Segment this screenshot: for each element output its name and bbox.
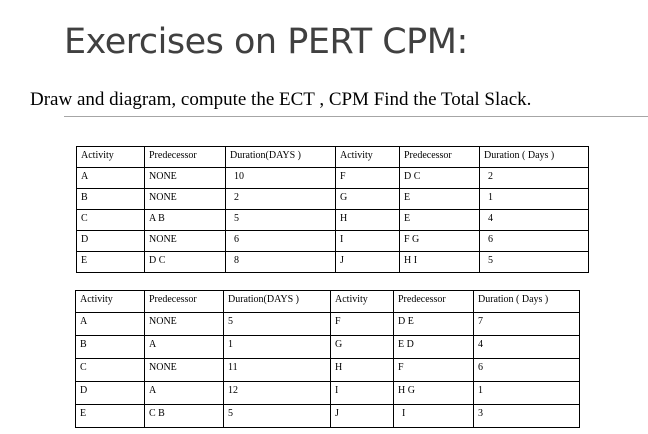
slide-title: Exercises on PERT CPM: <box>64 22 468 62</box>
cell: 7 <box>474 313 580 336</box>
cell: 5 <box>226 210 336 231</box>
cell: D C <box>400 168 480 189</box>
col-header-predecessor: Predecessor <box>145 291 224 313</box>
cell: 4 <box>480 210 589 231</box>
cell: 4 <box>474 336 580 359</box>
cell: 1 <box>224 336 331 359</box>
cell: 3 <box>474 405 580 428</box>
cell: D <box>76 382 145 405</box>
table-row <box>76 382 580 405</box>
cell: E <box>77 252 145 273</box>
table-row <box>76 336 580 359</box>
table-row <box>77 231 589 252</box>
cell: B <box>76 336 145 359</box>
cell: 5 <box>224 313 331 336</box>
cell: J <box>336 252 400 273</box>
cell: 6 <box>226 231 336 252</box>
cell: I <box>394 405 474 428</box>
cell: I <box>331 382 394 405</box>
cell: H I <box>400 252 480 273</box>
cell: C <box>76 359 145 382</box>
cell: 6 <box>474 359 580 382</box>
cell: 5 <box>224 405 331 428</box>
col-header-predecessor: Predecessor <box>394 291 474 313</box>
table-row <box>76 313 580 336</box>
slide-subtitle: Draw and diagram, compute the ECT , CPM Find the Total Slack. <box>30 89 532 110</box>
cell: F <box>394 359 474 382</box>
cell: 2 <box>480 168 589 189</box>
table-row <box>76 359 580 382</box>
cell: NONE <box>145 359 224 382</box>
cell: A <box>145 382 224 405</box>
cell: A <box>76 313 145 336</box>
cell: C <box>77 210 145 231</box>
col-header-activity: Activity <box>77 147 145 168</box>
activity-table-2 <box>75 290 580 428</box>
col-header-duration: Duration(DAYS ) <box>224 291 331 313</box>
cell: 8 <box>226 252 336 273</box>
cell: D <box>77 231 145 252</box>
col-header-predecessor: Predecessor <box>145 147 226 168</box>
cell: I <box>336 231 400 252</box>
table-header-row <box>76 291 580 313</box>
cell: 10 <box>226 168 336 189</box>
cell: G <box>331 336 394 359</box>
cell: 11 <box>224 359 331 382</box>
cell: H <box>336 210 400 231</box>
cell: H G <box>394 382 474 405</box>
cell: NONE <box>145 189 226 210</box>
table-row <box>76 405 580 428</box>
cell: 2 <box>226 189 336 210</box>
cell: NONE <box>145 313 224 336</box>
col-header-activity: Activity <box>331 291 394 313</box>
cell: F <box>336 168 400 189</box>
table-row <box>77 252 589 273</box>
table-row <box>77 168 589 189</box>
col-header-duration: Duration ( Days ) <box>474 291 580 313</box>
cell: A B <box>145 210 226 231</box>
cell: B <box>77 189 145 210</box>
col-header-activity: Activity <box>336 147 400 168</box>
cell: J <box>331 405 394 428</box>
cell: A <box>77 168 145 189</box>
cell: E D <box>394 336 474 359</box>
activity-table-1 <box>76 146 589 273</box>
cell: E <box>400 189 480 210</box>
cell: E <box>76 405 145 428</box>
divider-line <box>64 116 648 117</box>
table-header-row <box>77 147 589 168</box>
cell: 1 <box>480 189 589 210</box>
cell: F <box>331 313 394 336</box>
cell: NONE <box>145 231 226 252</box>
cell: H <box>331 359 394 382</box>
cell: NONE <box>145 168 226 189</box>
col-header-predecessor: Predecessor <box>400 147 480 168</box>
cell: C B <box>145 405 224 428</box>
cell: G <box>336 189 400 210</box>
cell: D E <box>394 313 474 336</box>
cell: F G <box>400 231 480 252</box>
cell: 6 <box>480 231 589 252</box>
col-header-activity: Activity <box>76 291 145 313</box>
cell: 1 <box>474 382 580 405</box>
cell: A <box>145 336 224 359</box>
cell: D C <box>145 252 226 273</box>
cell: E <box>400 210 480 231</box>
col-header-duration: Duration(DAYS ) <box>226 147 336 168</box>
table-row <box>77 189 589 210</box>
cell: 5 <box>480 252 589 273</box>
col-header-duration: Duration ( Days ) <box>480 147 589 168</box>
cell: 12 <box>224 382 331 405</box>
table-row <box>77 210 589 231</box>
